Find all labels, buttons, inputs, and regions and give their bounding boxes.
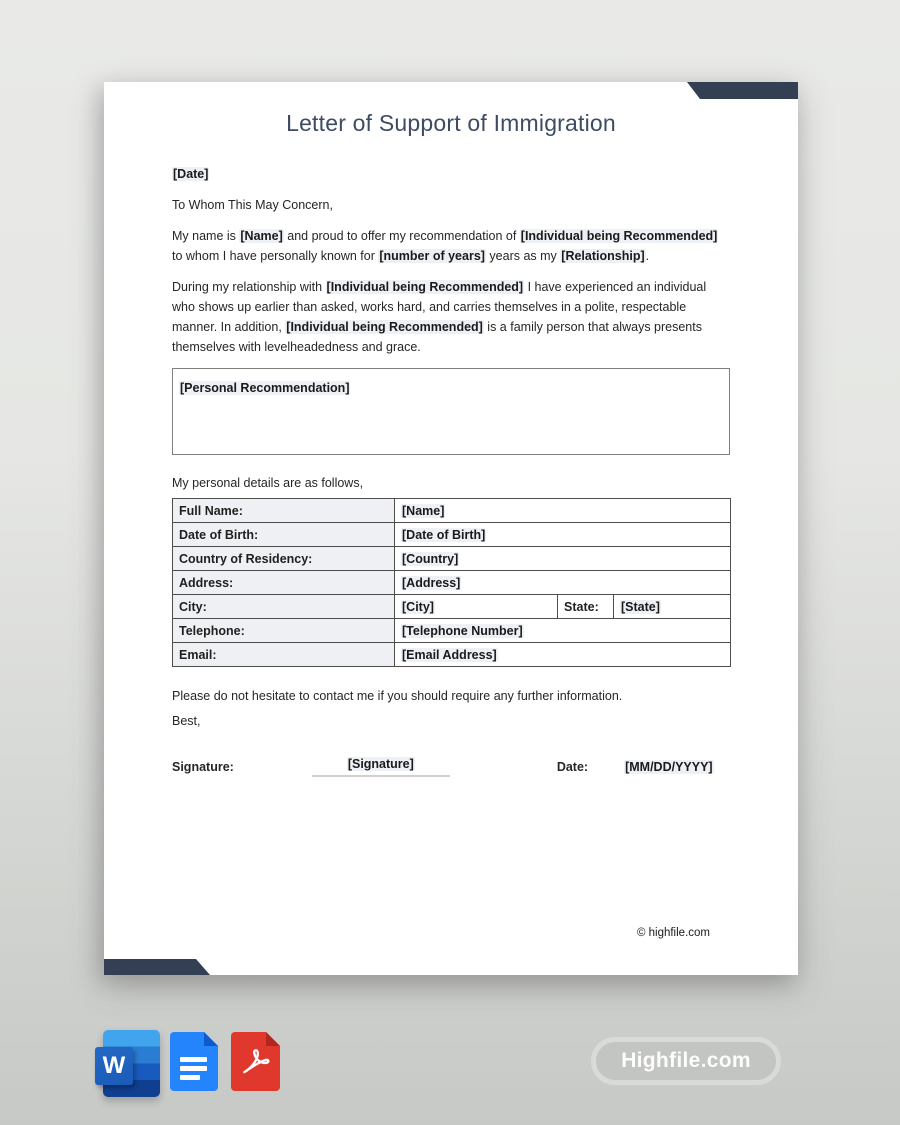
gdocs-text-line bbox=[180, 1075, 200, 1080]
highfile-brand-button[interactable]: Highfile.com bbox=[591, 1037, 781, 1085]
years-placeholder: [number of years] bbox=[379, 249, 485, 263]
gdocs-text-line bbox=[180, 1057, 207, 1062]
name-placeholder: [Name] bbox=[240, 229, 283, 243]
word-letter-badge: W bbox=[95, 1047, 133, 1085]
details-intro: My personal details are as follows, bbox=[172, 476, 364, 490]
individual-placeholder: [Individual being Recommended] bbox=[520, 229, 718, 243]
text-segment: to whom I have personally known for bbox=[172, 249, 379, 263]
table-row bbox=[173, 499, 731, 523]
document-content bbox=[104, 164, 798, 777]
date-placeholder: [MM/DD/YYYY] bbox=[625, 760, 713, 774]
date-placeholder: [Date] bbox=[173, 167, 209, 181]
signoff: Best, bbox=[172, 714, 201, 728]
text-segment: During my relationship with bbox=[172, 280, 326, 294]
value-placeholder: [Address] bbox=[402, 575, 461, 590]
row-value bbox=[395, 523, 731, 547]
top-right-corner-decoration bbox=[687, 82, 798, 99]
personal-recommendation-placeholder: [Personal Recommendation] bbox=[180, 381, 350, 395]
row-label: Date of Birth: bbox=[173, 523, 395, 547]
intro-paragraph bbox=[172, 226, 730, 266]
signature-label: Signature: bbox=[172, 760, 234, 774]
relationship-placeholder: [Relationship] bbox=[561, 249, 645, 263]
row-value bbox=[395, 499, 731, 523]
row-value bbox=[395, 595, 558, 619]
value-placeholder: [State] bbox=[621, 599, 660, 614]
value-placeholder: [Country] bbox=[402, 551, 459, 566]
signature-placeholder: [Signature] bbox=[347, 757, 414, 771]
gdocs-folded-corner bbox=[204, 1032, 218, 1046]
page-title: Letter of Support of Immigration bbox=[286, 110, 616, 136]
row-label: Telephone: bbox=[173, 619, 395, 643]
text-segment: . bbox=[645, 249, 650, 263]
value-placeholder: [Telephone Number] bbox=[402, 623, 523, 638]
date-label: Date: bbox=[556, 760, 589, 774]
word-file-icon[interactable] bbox=[95, 1028, 161, 1098]
row-value bbox=[395, 571, 731, 595]
value-placeholder: [Email Address] bbox=[402, 647, 497, 662]
personal-details-table bbox=[172, 498, 731, 667]
pdf-folded-corner bbox=[266, 1032, 280, 1046]
text-segment: years as my bbox=[485, 249, 561, 263]
text-segment: My name is bbox=[172, 229, 240, 243]
row-label-state: State: bbox=[558, 595, 614, 619]
table-row bbox=[173, 619, 731, 643]
individual-placeholder: [Individual being Recommended] bbox=[326, 280, 524, 294]
row-label: Email: bbox=[173, 643, 395, 667]
row-value bbox=[395, 547, 731, 571]
text-segment: is a family person that always presents themselves with levelheadedness and grace. bbox=[172, 320, 702, 354]
signature-row bbox=[172, 754, 730, 777]
table-row bbox=[173, 547, 731, 571]
document-page bbox=[104, 82, 798, 975]
copyright-notice: © highfile.com bbox=[636, 927, 710, 939]
gdocs-text-line bbox=[180, 1066, 207, 1071]
row-label: Address: bbox=[173, 571, 395, 595]
table-row bbox=[173, 643, 731, 667]
row-label: Country of Residency: bbox=[173, 547, 395, 571]
individual-placeholder: [Individual being Recommended] bbox=[286, 320, 483, 334]
value-placeholder: [City] bbox=[402, 599, 434, 614]
value-placeholder: [Date of Birth] bbox=[402, 527, 486, 542]
date-value bbox=[624, 757, 714, 777]
salutation: To Whom This May Concern, bbox=[172, 198, 333, 212]
value-placeholder: [Name] bbox=[402, 503, 445, 518]
closing-line: Please do not hesitate to contact me if you should require any further information. bbox=[172, 689, 623, 703]
row-label: City: bbox=[173, 595, 395, 619]
text-segment: and proud to offer my recommendation of bbox=[283, 229, 520, 243]
table-row bbox=[173, 571, 731, 595]
acrobat-logo-icon bbox=[239, 1045, 272, 1078]
text-segment: I have experienced an individual who shows up earlier than asked, works hard, and carries themselves in a polite, respectable manner. In addition, bbox=[172, 280, 707, 334]
date-line bbox=[172, 164, 730, 184]
table-row bbox=[173, 595, 731, 619]
bottom-left-corner-decoration bbox=[104, 959, 210, 975]
body-paragraph bbox=[172, 277, 730, 357]
table-row bbox=[173, 523, 731, 547]
pdf-file-icon[interactable] bbox=[231, 1032, 280, 1091]
personal-recommendation-box bbox=[172, 368, 730, 455]
signature-line bbox=[312, 754, 450, 777]
row-value-state bbox=[614, 595, 731, 619]
row-label: Full Name: bbox=[173, 499, 395, 523]
row-value bbox=[395, 619, 731, 643]
row-value bbox=[395, 643, 731, 667]
google-docs-file-icon[interactable] bbox=[170, 1032, 218, 1091]
